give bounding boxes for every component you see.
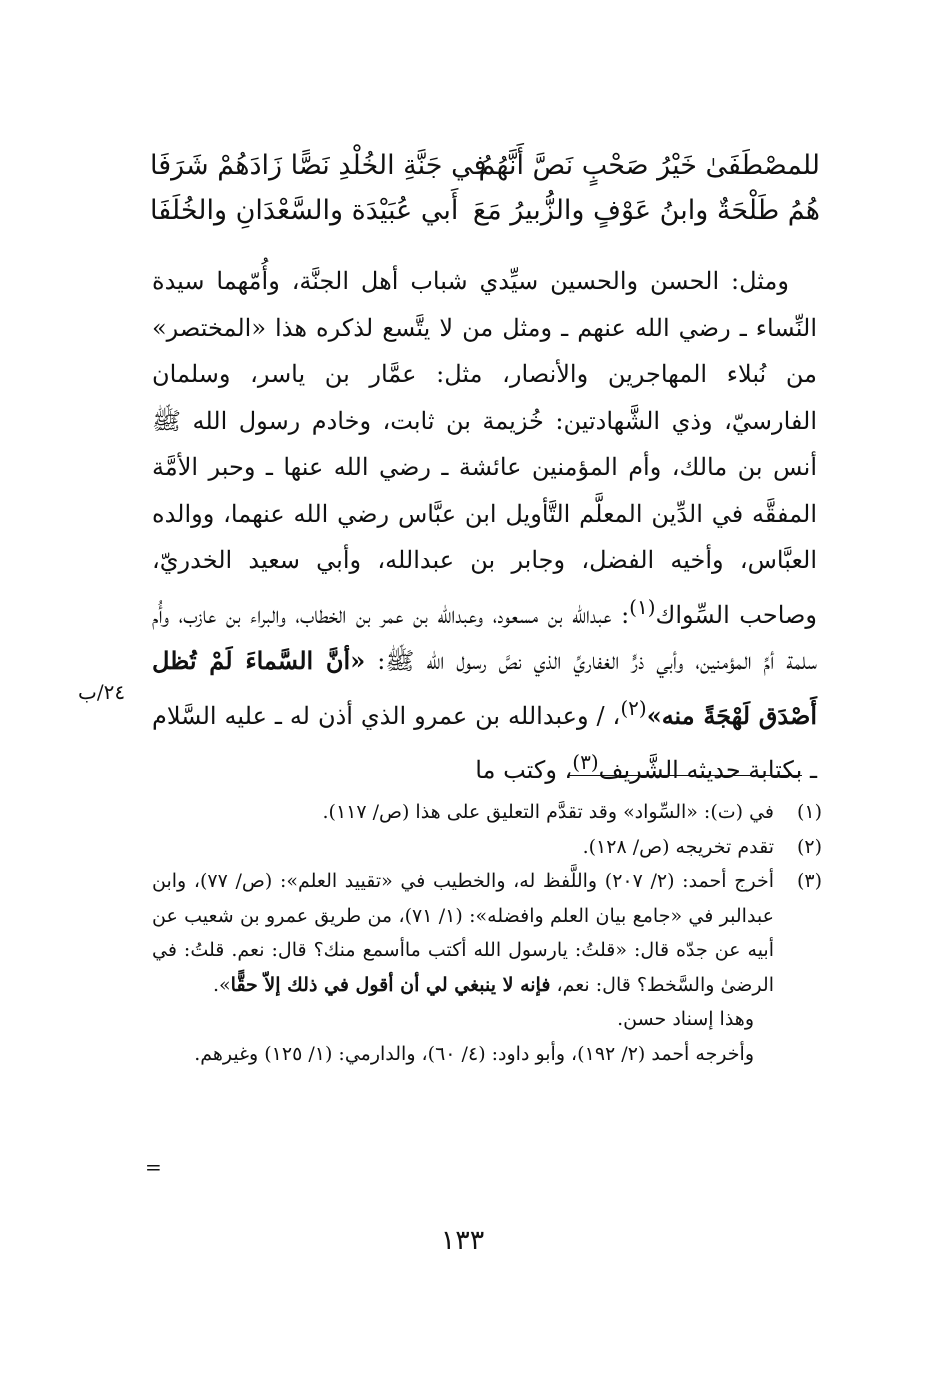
footnote-ref-3: (٣) [572, 750, 599, 774]
poem-line-2 [150, 183, 820, 239]
footnote-2 [152, 830, 822, 865]
footnote-1 [152, 795, 822, 830]
poem-line-2-second-hemistich: أَبي عُبَيْدَة والسَّعْدَانِ والخُلَفَا [150, 195, 459, 226]
main-text [152, 258, 817, 794]
footnote-ref-2: (٢) [620, 695, 647, 720]
hadith-quote: «أنَّ السَّماءَ لَمْ تُظل أَصْدَق لَهْجَةً منه» [152, 646, 817, 730]
footnote-1-number: (١) [796, 801, 822, 823]
continuation-mark: = [145, 1155, 162, 1179]
footnote-3-paragraph-1 [152, 864, 774, 1002]
footnotes [152, 795, 822, 1071]
footnote-ref-1: (١) [629, 594, 656, 619]
manuscript-folio-note: ٢٤/ب [78, 680, 126, 704]
poem-line-2-first-hemistich: هُمُ طَلْحَةٌ وابنُ عَوْفٍ والزُّبيرُ مَعَ [472, 195, 820, 226]
footnote-2-text: تقدم تخريجه (ص/ ١٢٨). [582, 835, 774, 858]
main-paragraph [152, 258, 817, 794]
main-text-part-3: ، / وعبدالله بن عمرو الذي أذن له ـ عليه السَّلام ـ بكتابة حديثه الشَّريف [152, 701, 817, 784]
footnote-3-text: أخرج أحمد: (٢/ ٢٠٧) واللَّفظ له، والخطيب في «تقييد العلم»: (ص/ ٧٧)، وابن عبدالبر في «جامع بيان العلم وافضله»: (١/ ٧١)، من طريق عمرو بن شعيب عن أبيه عن جدّه قال: «قلتُ: يارسول الله أكتب ماأسمع منك؟ قال: نعم. قلتُ: في الرضىٰ والسَّخط؟ قال: نعم، [152, 870, 775, 996]
footnote-1-text: في (ت): «السِّواد» وقد تقدَّم التعليق على هذا (ص/ ١١٧). [322, 801, 774, 823]
footnote-3-bold-quote: فإنه لا ينبغي لي أن أقول في ذلك إلاّ حقًّا [230, 973, 551, 996]
footnote-3 [152, 864, 822, 1071]
footnote-3-paragraph-3: وأخرجه أحمد (٢/ ١٩٢)، وأبو داود: (٤/ ٦٠)، والدارمي: (١/ ١٢٥) وغيرهم. [194, 1042, 754, 1065]
footnote-2-number: (٢) [796, 835, 822, 858]
main-text-part-2: : عبدالله بن مسعود، وعبدالله بن عمر بن الخطاب، والبراء بن عازب، وأُم سلمة أمِّ المؤمنين، وأبي ذرٍّ الغفاريِّ الذي نصَّ رسول الله ﷺ: [152, 600, 817, 675]
poem-line-1-first-hemistich: للمصْطَفَىٰ خَيْرُ صَحْبٍ نَصَّ أَنَّهُمُ [478, 150, 820, 181]
main-text-part-1: ومثل: الحسن والحسين سيِّدي شباب أهل الجنَّة، وأُمّهما سيدة النِّساء ـ رضي الله عنهم ـ ومثل من لا يتَّسع لذكره هذا «المختصر» من نُبلاء المهاجرين والأنصار، مثل: عمَّار بن ياسر، وسلمان الفارسيّ، وذي الشَّهادتين: خُزيمة بن ثابت، وخادم رسول الله ﷺ أنس بن مالك، وأم المؤمنين عائشة ـ رضي الله عنها ـ وحبر الأمَّة المفقَّه في الدِّين المعلَّم التَّأويل ابن عبَّاس رضي الله عنهما، ووالده العبَّاس، وأخيه الفضل، وجابر بن عبدالله، وأبي سعيد الخدريّ، وصاحب السِّواك [152, 267, 818, 629]
footnote-3-paragraph-2: وهذا إسناد حسن. [617, 1008, 754, 1030]
footnote-3-text-end: ». [212, 973, 231, 996]
footnote-separator [568, 775, 802, 776]
main-text-part-4: ، وكتب ما [475, 756, 573, 784]
footnote-3-number: (٣) [796, 870, 822, 892]
page-number: ١٣٣ [440, 1225, 485, 1256]
poem-line-1-second-hemistich: في جَنَّةِ الخُلْدِ نَصًّا زَادَهُمْ شَرَفَا [150, 150, 487, 181]
